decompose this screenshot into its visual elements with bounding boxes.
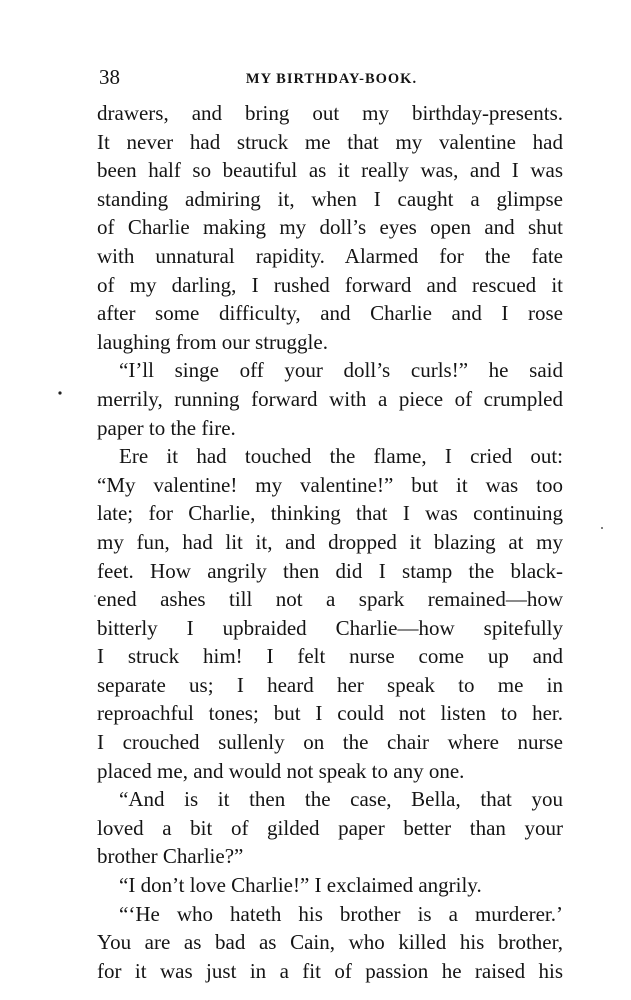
text-line: merrily, running forward with a piece of crumpled [97, 386, 563, 411]
text-line: Ere it had touched the flame, I cried out: [119, 444, 563, 469]
text-line: laughing from our struggle. [97, 329, 328, 354]
page-number: 38 [99, 65, 120, 89]
running-title: MY BIRTHDAY-BOOK. [245, 71, 418, 87]
text-line: bitterly I upbraided Charlie—how spitefully [97, 615, 563, 640]
text-line: paper to the fire. [97, 415, 236, 440]
text-line: It never had struck me that my valentine had [97, 129, 563, 154]
text-line: I crouched sullenly on the chair where nurse [97, 730, 563, 755]
ink-speck [601, 527, 603, 529]
text-line: standing admiring it, when I caught a glimpse [97, 186, 563, 211]
text-line: late; for Charlie, thinking that I was continuing [97, 501, 563, 526]
text-line: brother Charlie?” [97, 844, 244, 869]
text-line: for it was just in a fit of passion he raised his [97, 958, 563, 983]
text-line: placed me, and would not speak to any one. [97, 758, 465, 783]
text-line: feet. How angrily then did I stamp the black- [97, 558, 563, 583]
text-line: reproachful tones; but I could not listen to her. [97, 701, 563, 726]
text-line: I struck him! I felt nurse come up and [97, 644, 563, 669]
text-line: after some difficulty, and Charlie and I rose [97, 301, 563, 326]
text-line: “I don’t love Charlie!” I exclaimed angrily. [119, 873, 482, 898]
ink-speck [94, 595, 96, 597]
text-line: of my darling, I rushed forward and rescued it [97, 272, 563, 297]
text-line: separate us; I heard her speak to me in [97, 672, 563, 697]
text-line: my fun, had lit it, and dropped it blazing at my [97, 529, 563, 554]
text-line: “‘He who hateth his brother is a murderer.’ [119, 901, 563, 926]
text-line: You are as bad as Cain, who killed his brother, [97, 930, 563, 955]
text-line: with unnatural rapidity. Alarmed for the fate [97, 243, 563, 268]
ink-speck [58, 391, 61, 394]
page-header [99, 63, 564, 91]
text-line: “And is it then the case, Bella, that you [119, 787, 563, 812]
text-line: drawers, and bring out my birthday-presents. [97, 101, 563, 125]
text-line: ened ashes till not a spark remained—how [97, 587, 563, 612]
text-line: “I’ll singe off your doll’s curls!” he said [119, 358, 563, 383]
text-line: “My valentine! my valentine!” but it was too [97, 472, 563, 497]
text-line: been half so beautiful as it really was, and I was [97, 158, 563, 183]
body-text [97, 99, 563, 985]
text-line: of Charlie making my doll’s eyes open and shut [97, 215, 563, 240]
text-line: loved a bit of gilded paper better than your [97, 815, 563, 840]
